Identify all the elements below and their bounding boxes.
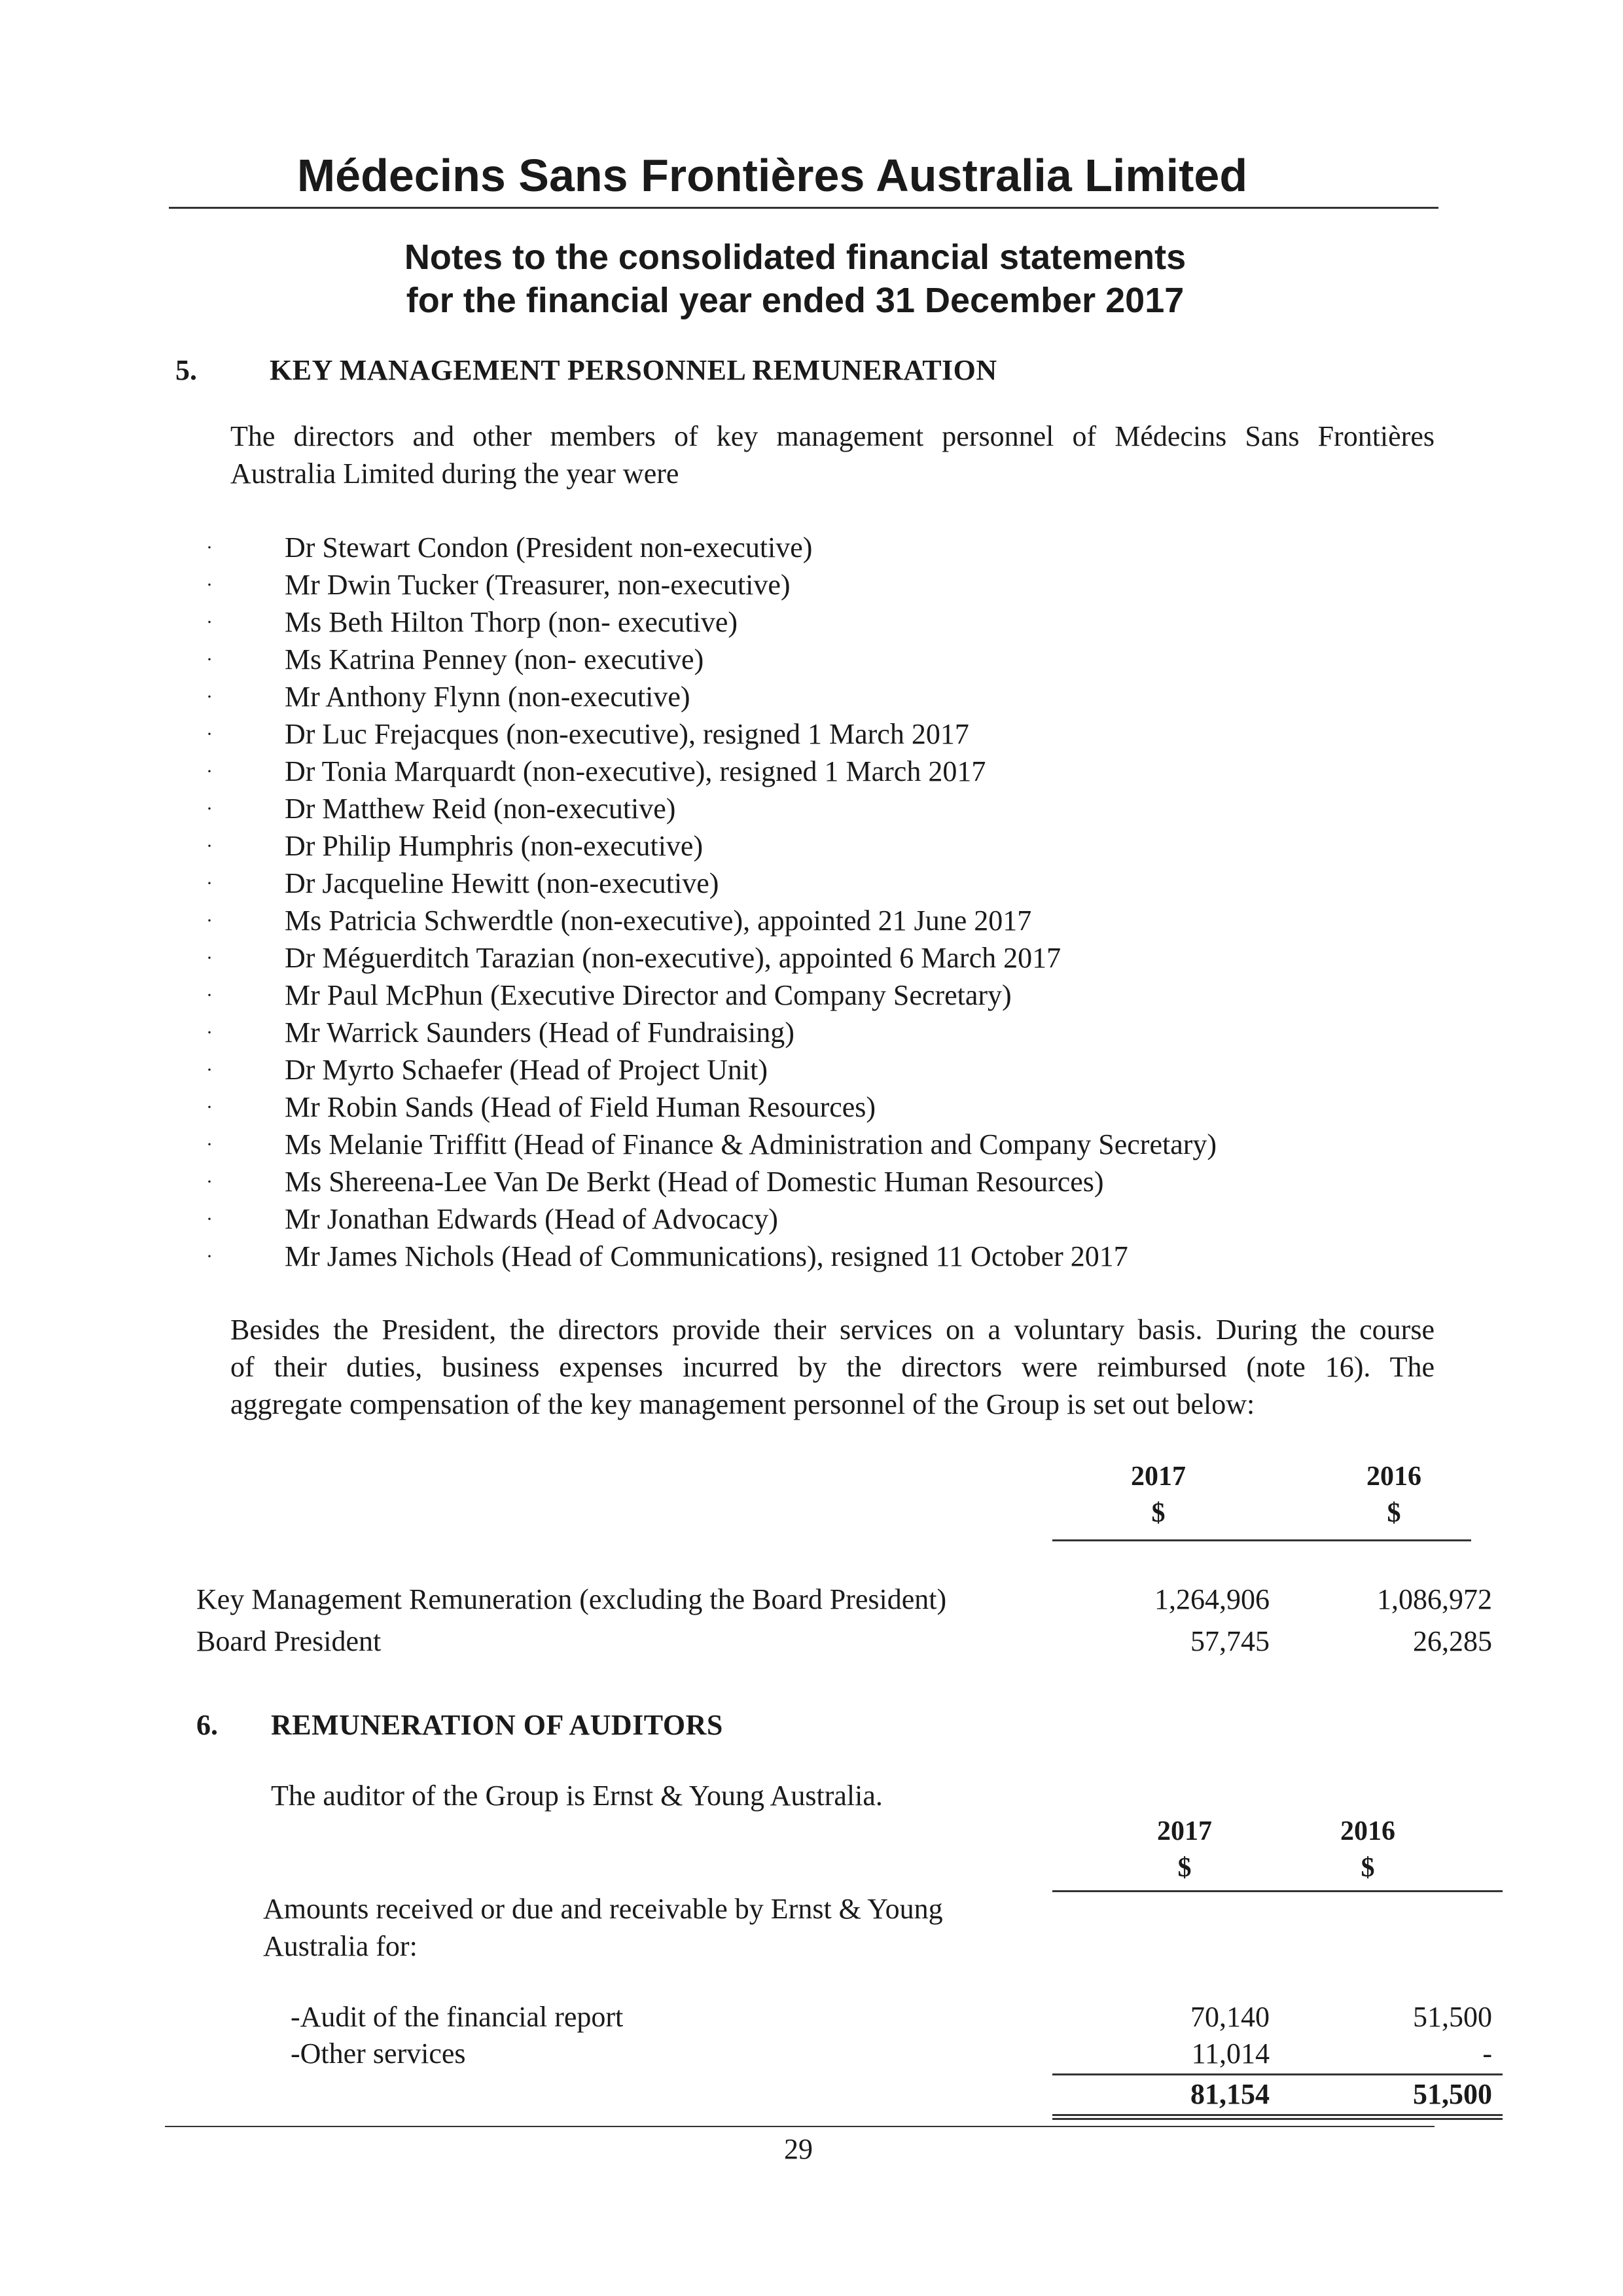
kmp-header-2017	[1086, 1458, 1230, 1532]
header-rule	[169, 207, 1438, 209]
personnel-item	[196, 902, 1217, 939]
personnel-item	[196, 529, 1217, 566]
personnel-item	[196, 1126, 1217, 1163]
section-5-intro	[230, 418, 1435, 492]
personnel-item	[196, 641, 1217, 678]
personnel-item	[196, 715, 1217, 753]
closing-line-1: Besides the President, the directors provide their services on a voluntary basis. During the course	[230, 1314, 1435, 1346]
kmp-currency-2017: $	[1151, 1498, 1166, 1528]
personnel-name: Mr Robin Sands (Head of Field Human Resources)	[285, 1091, 876, 1123]
audit-fee-2017: 70,140	[1190, 2001, 1270, 2033]
statement-subtitle-line2: for the financial year ended 31 December 2017	[406, 281, 1185, 320]
bullet-icon: ·	[206, 910, 213, 931]
bullet-icon: ·	[206, 984, 213, 1006]
auditor-statement: The auditor of the Group is Ernst & Young Australia.	[271, 1780, 883, 1812]
section-5-number: 5.	[175, 354, 197, 386]
kmp-row-value-2016: 1,086,972	[1377, 1583, 1492, 1615]
audit-fee-2016: 51,500	[1413, 2001, 1492, 2033]
section-6-number: 6.	[196, 1709, 218, 1741]
personnel-item	[196, 566, 1217, 603]
personnel-name: Mr Jonathan Edwards (Head of Advocacy)	[285, 1203, 778, 1235]
personnel-item	[196, 1014, 1217, 1051]
personnel-name: Dr Tonia Marquardt (non-executive), resigned 1 March 2017	[285, 755, 986, 787]
bullet-icon: ·	[206, 611, 213, 633]
bullet-icon: ·	[206, 798, 213, 819]
bullet-icon: ·	[206, 1246, 213, 1267]
personnel-name: Ms Beth Hilton Thorp (non- executive)	[285, 606, 738, 638]
personnel-name: Dr Jacqueline Hewitt (non-executive)	[285, 867, 719, 899]
personnel-name: Mr Dwin Tucker (Treasurer, non-executive)	[285, 569, 791, 601]
personnel-name: Mr James Nichols (Head of Communications), resigned 11 October 2017	[285, 1240, 1128, 1272]
personnel-name: Ms Katrina Penney (non- executive)	[285, 643, 704, 675]
closing-line-3: aggregate compensation of the key management personnel of the Group is set out below:	[230, 1388, 1255, 1420]
bullet-icon: ·	[206, 947, 213, 969]
bullet-icon: ·	[206, 537, 213, 558]
kmp-year-2017: 2017	[1131, 1462, 1186, 1492]
personnel-item	[196, 603, 1217, 641]
kmp-header-2016	[1322, 1458, 1466, 1532]
total-rule-2	[1052, 2118, 1503, 2120]
personnel-name: Mr Warrick Saunders (Head of Fundraising)	[285, 1016, 794, 1049]
auditor-total-2016: 51,500	[1413, 2078, 1492, 2110]
other-services-2017: 11,014	[1191, 2037, 1270, 2070]
kmp-year-2016-label: 2016	[1366, 1462, 1421, 1492]
bullet-icon: ·	[206, 761, 213, 782]
bullet-icon: ·	[206, 686, 213, 708]
section-5-closing	[230, 1311, 1435, 1423]
personnel-name: Mr Anthony Flynn (non-executive)	[285, 681, 690, 713]
statement-subtitle-line1: Notes to the consolidated financial statements	[404, 238, 1186, 277]
personnel-item	[196, 1200, 1217, 1238]
personnel-item	[196, 977, 1217, 1014]
bullet-icon: ·	[206, 1134, 213, 1155]
personnel-name: Mr Paul McPhun (Executive Director and Company Secretary)	[285, 979, 1012, 1011]
audit-fee-label: -Audit of the financial report	[291, 2001, 624, 2033]
personnel-name: Ms Patricia Schwerdtle (non-executive), appointed 21 June 2017	[285, 905, 1032, 937]
kmp-currency-2016: $	[1387, 1498, 1401, 1528]
auditor-header-rule	[1052, 1890, 1503, 1892]
personnel-item	[196, 753, 1217, 790]
company-title: Médecins Sans Frontières Australia Limited	[296, 150, 1248, 201]
auditor-year-2016: 2016	[1340, 1816, 1395, 1846]
page-number: 29	[784, 2133, 813, 2165]
personnel-name: Ms Melanie Triffitt (Head of Finance & Administration and Company Secretary)	[285, 1128, 1217, 1160]
personnel-name: Dr Luc Frejacques (non-executive), resigned 1 March 2017	[285, 718, 969, 750]
bullet-icon: ·	[206, 1096, 213, 1118]
personnel-item	[196, 939, 1217, 977]
personnel-item	[196, 1088, 1217, 1126]
personnel-item	[196, 827, 1217, 865]
bullet-icon: ·	[206, 723, 213, 745]
personnel-name: Ms Shereena-Lee Van De Berkt (Head of Domestic Human Resources)	[285, 1166, 1104, 1198]
auditor-total-2017: 81,154	[1190, 2078, 1270, 2110]
auditor-description-line1: Amounts received or due and receivable by Ernst & Young	[263, 1893, 943, 1925]
footer-rule	[165, 2126, 1435, 2127]
bullet-icon: ·	[206, 872, 213, 894]
president-row-value-2016: 26,285	[1413, 1625, 1492, 1657]
bullet-icon: ·	[206, 1059, 213, 1081]
personnel-name: Dr Matthew Reid (non-executive)	[285, 793, 676, 825]
kmp-row-value-2017: 1,264,906	[1154, 1583, 1270, 1615]
bullet-icon: ·	[206, 1208, 213, 1230]
president-row-label: Board President	[196, 1625, 382, 1657]
other-services-2016: -	[1482, 2037, 1492, 2070]
auditor-description-line2: Australia for:	[263, 1930, 418, 1962]
bullet-icon: ·	[206, 1022, 213, 1043]
personnel-item	[196, 678, 1217, 715]
intro-line-2: Australia Limited during the year were	[230, 457, 679, 490]
personnel-item	[196, 790, 1217, 827]
auditor-header-2017	[1113, 1813, 1257, 1886]
personnel-name: Dr Myrto Schaefer (Head of Project Unit)	[285, 1054, 768, 1086]
auditor-currency-2017: $	[1177, 1853, 1192, 1883]
intro-line-1: The directors and other members of key management personnel of Médecins Sans Frontières	[230, 420, 1435, 452]
auditor-year-2017: 2017	[1157, 1816, 1212, 1846]
auditor-header-2016	[1296, 1813, 1440, 1886]
personnel-list	[196, 529, 1217, 1275]
auditor-description	[263, 1890, 943, 1965]
personnel-name: Dr Méguerditch Tarazian (non-executive), appointed 6 March 2017	[285, 942, 1061, 974]
auditor-currency-2016: $	[1361, 1853, 1375, 1883]
personnel-item	[196, 1163, 1217, 1200]
kmp-row-label: Key Management Remuneration (excluding the Board President)	[196, 1583, 947, 1615]
section-6-title: REMUNERATION OF AUDITORS	[271, 1709, 723, 1741]
personnel-name: Dr Stewart Condon (President non-executive)	[285, 531, 813, 564]
personnel-name: Dr Philip Humphris (non-executive)	[285, 830, 704, 862]
section-5-title: KEY MANAGEMENT PERSONNEL REMUNERATION	[270, 354, 997, 386]
personnel-item	[196, 1051, 1217, 1088]
bullet-icon: ·	[206, 1171, 213, 1193]
total-rule-1	[1052, 2114, 1503, 2116]
other-services-label: -Other services	[291, 2037, 466, 2070]
bullet-icon: ·	[206, 649, 213, 670]
subtotal-rule	[1052, 2073, 1503, 2075]
personnel-item	[196, 1238, 1217, 1275]
bullet-icon: ·	[206, 835, 213, 857]
bullet-icon: ·	[206, 574, 213, 596]
personnel-item	[196, 865, 1217, 902]
kmp-header-rule	[1052, 1539, 1471, 1541]
closing-line-2: of their duties, business expenses incurred by the directors were reimbursed (note 16). The	[230, 1351, 1435, 1383]
president-row-value-2017: 57,745	[1190, 1625, 1270, 1657]
